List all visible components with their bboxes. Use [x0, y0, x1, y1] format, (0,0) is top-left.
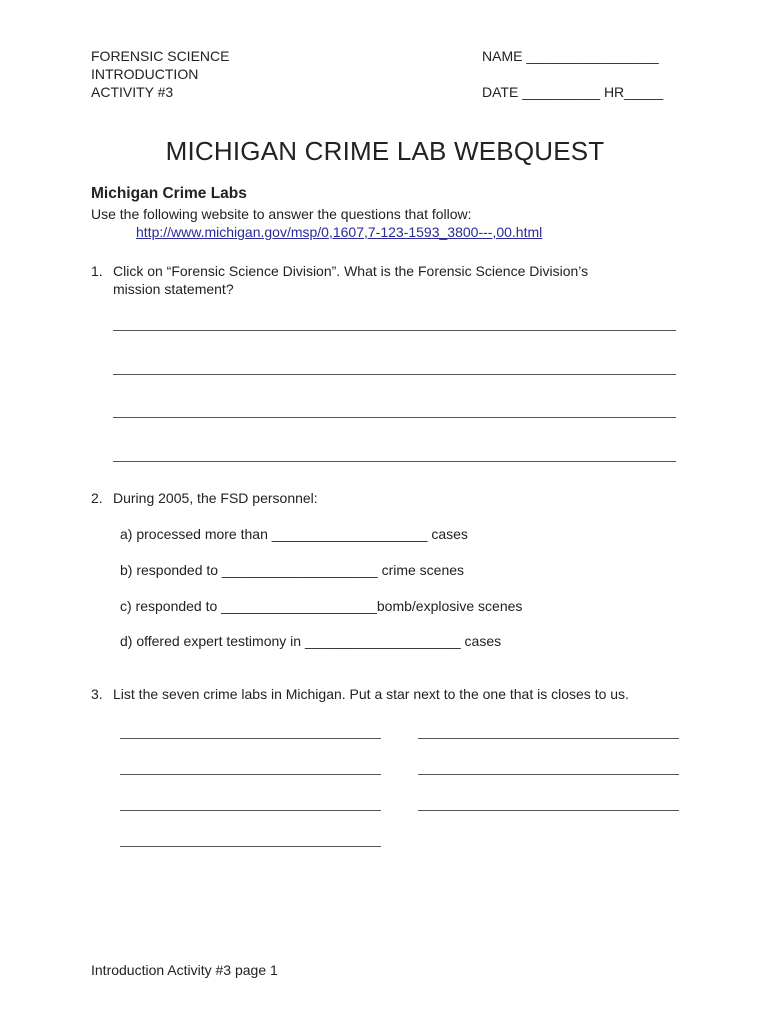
- fill-in-item[interactable]: a) processed more than ____________________ cases: [120, 526, 468, 542]
- answer-line[interactable]: [113, 374, 676, 375]
- answer-line[interactable]: [418, 738, 679, 739]
- answer-line[interactable]: [113, 461, 676, 462]
- question-text: Click on “Forensic Science Division”. What is the Forensic Science Division’s: [113, 263, 589, 279]
- question-1-continued: mission statement?: [113, 281, 234, 297]
- question-number: 2.: [91, 490, 103, 506]
- question-1: [91, 262, 588, 280]
- page-title: MICHIGAN CRIME LAB WEBQUEST: [165, 136, 605, 166]
- answer-line[interactable]: [120, 810, 381, 811]
- question-text: List the seven crime labs in Michigan. Put a star next to the one that is closes to us.: [113, 686, 629, 702]
- question-3: [91, 685, 629, 703]
- answer-line[interactable]: [113, 330, 676, 331]
- section-instruction: Use the following website to answer the questions that follow:: [91, 206, 472, 222]
- fill-in-item[interactable]: d) offered expert testimony in ____________________ cases: [120, 633, 502, 649]
- name-field[interactable]: NAME _________________: [482, 48, 659, 64]
- course-label: FORENSIC SCIENCE: [91, 48, 230, 64]
- fill-in-item[interactable]: b) responded to ____________________ crime scenes: [120, 562, 465, 578]
- question-text: During 2005, the FSD personnel:: [113, 490, 318, 506]
- answer-line[interactable]: [418, 810, 679, 811]
- answer-line[interactable]: [120, 774, 381, 775]
- answer-line[interactable]: [113, 417, 676, 418]
- answer-line[interactable]: [120, 738, 381, 739]
- fill-in-item[interactable]: c) responded to ____________________bomb/explosive scenes: [120, 598, 523, 614]
- activity-label: ACTIVITY #3: [91, 84, 174, 100]
- page-footer: Introduction Activity #3 page 1: [91, 962, 278, 978]
- webquest-link[interactable]: http://www.michigan.gov/msp/0,1607,7-123-1593_3800---,00.html: [136, 224, 543, 240]
- date-hr-field[interactable]: DATE __________ HR_____: [482, 84, 664, 100]
- question-number: 1.: [91, 263, 103, 279]
- answer-line[interactable]: [418, 774, 679, 775]
- answer-line[interactable]: [120, 846, 381, 847]
- section-heading: Michigan Crime Labs: [91, 185, 247, 202]
- unit-label: INTRODUCTION: [91, 66, 199, 82]
- question-number: 3.: [91, 686, 103, 702]
- question-2: [91, 489, 318, 507]
